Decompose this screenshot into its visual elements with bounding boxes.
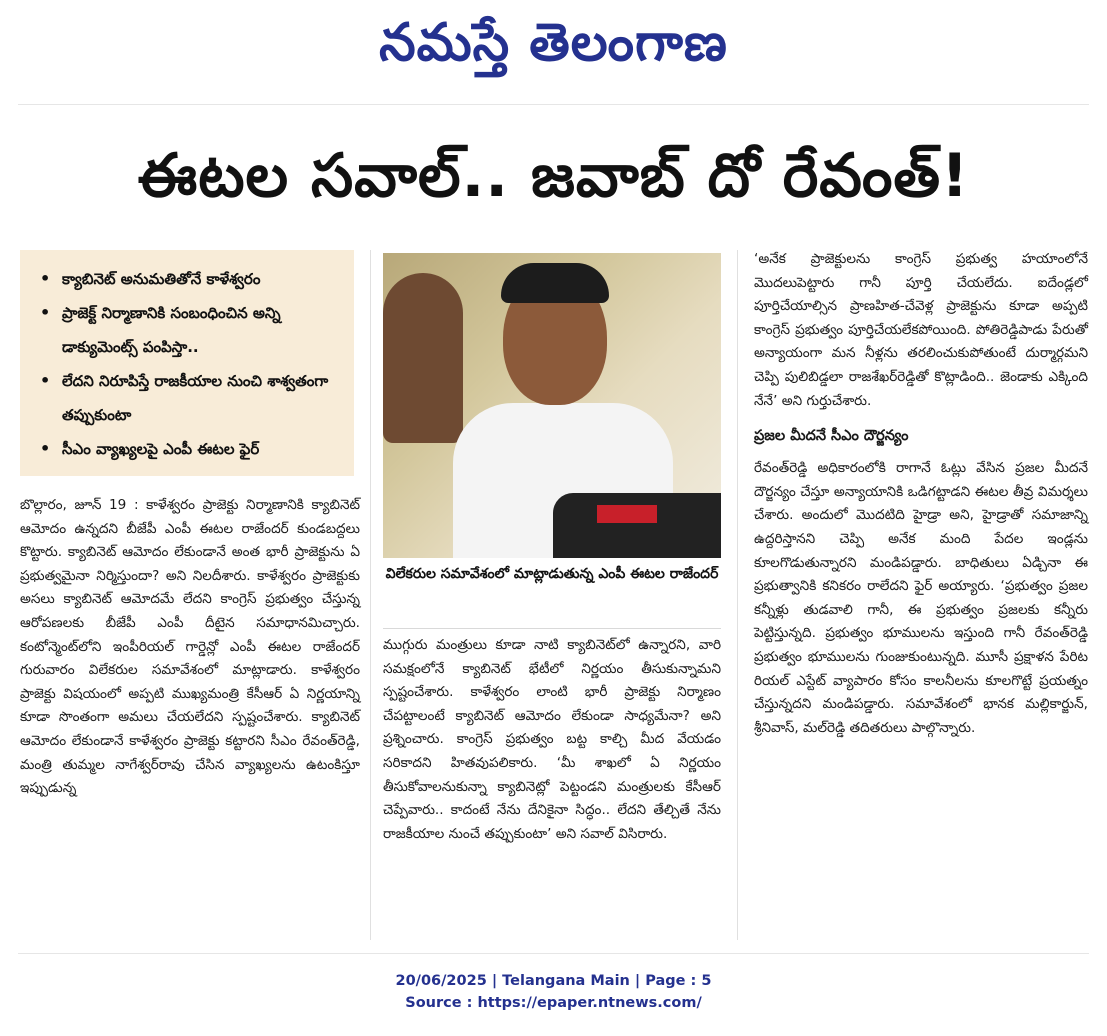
article-column-left — [20, 494, 360, 801]
footer-source-link[interactable]: Source : https://epaper.ntnews.com/ — [405, 995, 702, 1011]
footer-date-page: 20/06/2025 | Telangana Main | Page : 5 — [395, 973, 712, 989]
article-paragraph: ముగ్గురు మంత్రులు కూడా నాటి క్యాబినెట్‌లో ఉన్నారని, వారి సమక్షంలోనే క్యాబినెట్ భేటీలో నిర్ణయం తీసుకున్నామని స్పష్టంచేశారు. కాళేశ్వరం లాంటి భారీ ప్రాజెక్టు నిర్మాణం చేపట్టాలంటే క్యాబినెట్ ఆమోదం లేకుండా సాధ్యమేనా? అని ప్రశ్నించారు. కాంగ్రెస్ ప్రభుత్వం బట్ట కాల్చి మీద వేయడం సరికాదని హితవుపలికారు. ‘మీ శాఖలో ఏ నిర్ణయం తీసుకోవాలనుకున్నా క్యాబినెట్లో పెట్టండని మంత్రులకు కేసీఆర్ చెప్పేవారు.. కాదంటే నేను దేనికైనా సిద్ధం.. లేదని తేల్చితే నేను రాజకీయాల నుంచే తప్పుకుంటా’ అని సవాల్ విసిరారు. — [383, 637, 721, 842]
bullet-icon: • — [40, 439, 51, 458]
photo-microphones — [553, 493, 721, 558]
column-divider — [737, 250, 738, 940]
highlight-item: • సీఎం వ్యాఖ్యలపై ఎంపీ ఈటల ఫైర్ — [36, 432, 344, 466]
bullet-icon: • — [40, 269, 51, 288]
article-paragraph: రేవంత్‌రెడ్డి అధికారంలోకి రాగానే ఓట్లు వేసిన ప్రజల మీదనే దౌర్జన్యం చేస్తూ అన్యాయానికి ఒడిగట్టాడని ఈటల తీవ్ర విమర్శలు చేశారు. అందులో మొదటిది హైడ్రా అని, హైడ్రాతో సమాజాన్ని ఉద్దరిస్తానని చెప్పి అనేక మంది పేదల ఇండ్లను కూలగొడుతున్నారని మండిపడ్డారు. బాధితులు ఏడ్చినా ఈ ప్రభుత్వానికి కనికరం రాలేదని ఫైర్ అయ్యారు. ‘ప్రభుత్వం ప్రజల కన్నీళ్లు తుడవాలి గానీ, ఈ ప్రభుత్వం ప్రజలకు కన్నీరు పెట్టిస్తున్నది. ప్రభుత్వం భూములను ఇస్తుంది గానీ రేవంత్‌రెడ్డి ప్రభుత్వం భూములను గుంజుకుంటున్నది. మూసీ ప్రక్షాళన పేరిట రియల్ ఎస్టేట్ వ్యాపారం కోసం కాలనీలను కూలగొట్టే ప్రయత్నం చేస్తున్నదని మండిపడ్డారు. సమావేశంలో భానక మల్లికార్జున్, శ్రీనివాస్, మల్‌రెడ్డి తదితరులు పాల్గొన్నారు. — [754, 460, 1088, 736]
bullet-icon: • — [40, 371, 51, 390]
photo-background-person — [383, 273, 463, 443]
article-paragraph: ‘అనేక ప్రాజెక్టులను కాంగ్రెస్ ప్రభుత్వ హయాంలోనే మొదలుపెట్టారు గానీ పూర్తి చేయలేదు. ఐదేండ్లలో పూర్తిచేయాల్సిన ప్రాణహిత-చేవెళ్ల ప్రాజెక్టును కూడా అప్పటి కాంగ్రెస్ ప్రభుత్వం పూర్తిచేయలేకపోయింది. పోతిరెడ్డిపాడు పేరుతో అన్యాయంగా మన నీళ్లను తరలించుకుపోతుంటే దుర్మార్గమని చెప్పి పులిబిడ్డలా రాజశేఖర్‌రెడ్డితో కొట్లాడింది.. జెండాకు ఎక్కింది నేనే’ అని గుర్తుచేశారు. — [754, 251, 1088, 409]
highlights-box — [20, 250, 354, 476]
top-divider — [18, 104, 1089, 105]
highlight-item: • క్యాబినెట్ అనుమతితోనే కాళేశ్వరం — [36, 262, 344, 296]
photo-caption: విలేకరుల సమావేశంలో మాట్లాడుతున్న ఎంపీ ఈటల రాజేందర్ — [385, 566, 719, 582]
caption-divider — [383, 628, 721, 629]
highlight-item: • లేదని నిరూపిస్తే రాజకీయాల నుంచి శాశ్వతంగా తప్పుకుంటా — [36, 364, 344, 432]
article-subheading: ప్రజల మీదనే సీఎం దౌర్జన్యం — [754, 428, 909, 445]
highlight-item: • ప్రాజెక్ట్ నిర్మాణానికి సంబంధించిన అన్ని డాక్యుమెంట్స్ పంపిస్తా.. — [36, 296, 344, 364]
article-photo — [383, 253, 721, 558]
bottom-divider — [18, 953, 1089, 954]
photo-mic-logo — [597, 505, 657, 523]
bullet-icon: • — [40, 303, 51, 322]
article-paragraph: బొల్లారం, జూన్ 19 : కాళేశ్వరం ప్రాజెక్టు నిర్మాణానికి క్యాబినెట్ ఆమోదం ఉన్నదని బీజేపీ ఎంపీ ఈటల రాజేందర్ కుండబద్దలు కొట్టారు. క్యాబినెట్ ఆమోదం లేకుండానే అంత భారీ ప్రాజెక్టును ఏ ప్రభుత్వమైనా నిర్మిస్తుందా? అని నిలదీశారు. కాళేశ్వరం ప్రాజెక్టుకు అసలు క్యాబినెట్ ఆమోదమే లేదని కాంగ్రెస్ ప్రభుత్వం చేస్తున్న ఆరోపణలకు బీజేపీ ఎంపీ దీటైన సమాధానమిచ్చారు. కంటోన్మెంట్‌లోని ఇంపీరియల్ గార్డెన్లో ఎంపీ ఈటల రాజేందర్ గురువారం విలేకరుల సమావేశంలో మాట్లాడారు. కాళేశ్వరం ప్రాజెక్టు విషయంలో అప్పటి ముఖ్యమంత్రి కేసీఆర్ ఏ నిర్ణయాన్ని కూడా సొంతంగా అమలు చేయలేదని స్పష్టంచేశారు. క్యాబినెట్ ఆమోదం లేకుండానే కాళేశ్వరం ప్రాజెక్టు కట్టారని సీఎం రేవంత్‌రెడ్డి, మంత్రి తుమ్మల నాగేశ్వర్‌రావు చేసిన వ్యాఖ్యలను ఉటంకిస్తూ ఇప్పుడున్న — [20, 497, 360, 797]
column-divider — [370, 250, 371, 940]
article-column-right — [754, 248, 1088, 740]
page-footer — [0, 970, 1107, 1014]
article-column-middle — [383, 634, 721, 846]
newspaper-masthead: నమస్తే తెలంగాణ — [379, 13, 728, 73]
article-headline: ఈటల సవాల్.. జవాబ్ దో రేవంత్! — [137, 141, 970, 211]
photo-speaker-hair — [501, 263, 609, 303]
